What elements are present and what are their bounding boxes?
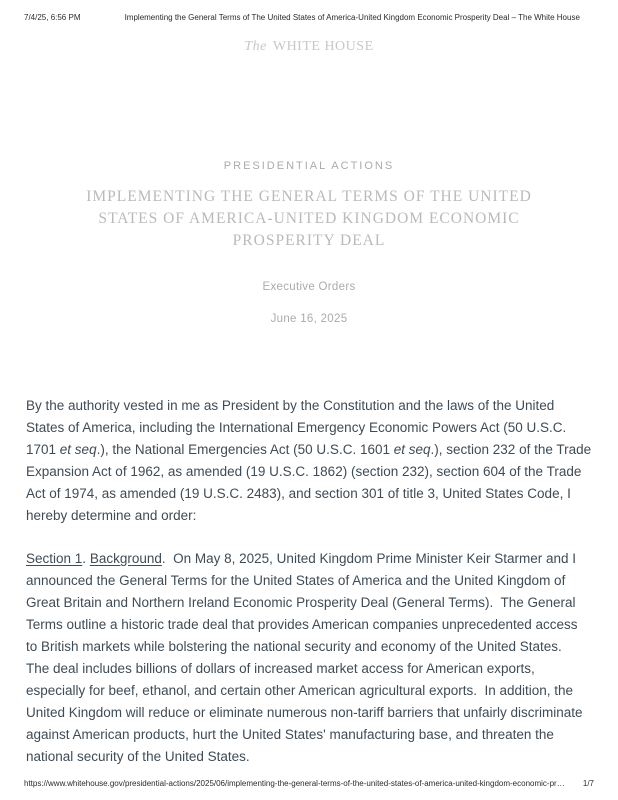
logo-the: The <box>244 39 267 54</box>
et-seq-italic: et seq <box>59 442 97 457</box>
publication-date: June 16, 2025 <box>270 313 348 325</box>
print-footer <box>0 779 618 788</box>
paragraph-section-1 <box>26 548 592 768</box>
paragraph-authority <box>26 395 595 527</box>
document-title: IMPLEMENTING THE GENERAL TERMS OF THE UNITED STATES OF AMERICA-UNITED KINGDOM ECONOMIC PROSPERITY DEAL <box>86 188 532 249</box>
paragraph-segment: . On May 8, 2025, United Kingdom Prime Minister Keir Starmer and I announced the General Terms for the United States of America and the United Kingdom of Great Britain and Northern Ireland Economic Prosperity Deal (General Terms). The General Terms outline a historic trade deal that provides American companies unprecedented access to British markets while bolstering the national security and economy of the United States. The deal includes billions of dollars of increased market access for American exports, especially for beef, ethanol, and certain other American agricultural exports. In addition, the United Kingdom will reduce or eliminate numerous non-tariff barriers that unfairly discriminate against American products, hurt the United States' manufacturing base, and threaten the national security of the United States. <box>26 551 587 764</box>
print-page-title: Implementing the General Terms of The United States of America-United Kingdom Economic Prosperity Deal – The White House <box>124 13 580 22</box>
print-page-number: 1/7 <box>582 779 594 788</box>
white-house-logo <box>0 39 618 55</box>
paragraph-segment: .), the National Emergencies Act (50 U.S.C. 1601 <box>96 442 394 457</box>
print-datetime: 7/4/25, 6:56 PM <box>24 13 81 22</box>
presidential-actions-eyebrow: PRESIDENTIAL ACTIONS <box>223 160 395 172</box>
paragraph-segment: . <box>82 551 90 566</box>
section-1-heading: Section 1 <box>26 551 83 566</box>
logo-name: WHITE HOUSE <box>272 39 374 54</box>
print-footer-url: https://www.whitehouse.gov/presidential-actions/2025/06/implementing-the-general-terms-of-the-united-states-of-america-united-kingdom-economic-pr… <box>24 779 565 788</box>
background-heading: Background <box>89 551 162 566</box>
category-label: Executive Orders <box>262 281 356 293</box>
print-header <box>0 0 618 22</box>
paragraph-segment: By the authority vested in me as President by the Constitution and the laws of the United States of America, including the International Emergency Economic Powers Act (50 U.S.C. 1701 <box>26 398 571 457</box>
paragraph-segment: .), section 232 of the Trade Expansion Act of 1962, as amended (19 U.S.C. 1862) (section 232), section 604 of the Trade Act of 1974, as amended (19 U.S.C. 2483), and section 301 of title 3, United States Code, I hereby determine and order: <box>26 442 595 523</box>
article-body <box>26 395 595 768</box>
et-seq-italic: et seq <box>393 442 431 457</box>
